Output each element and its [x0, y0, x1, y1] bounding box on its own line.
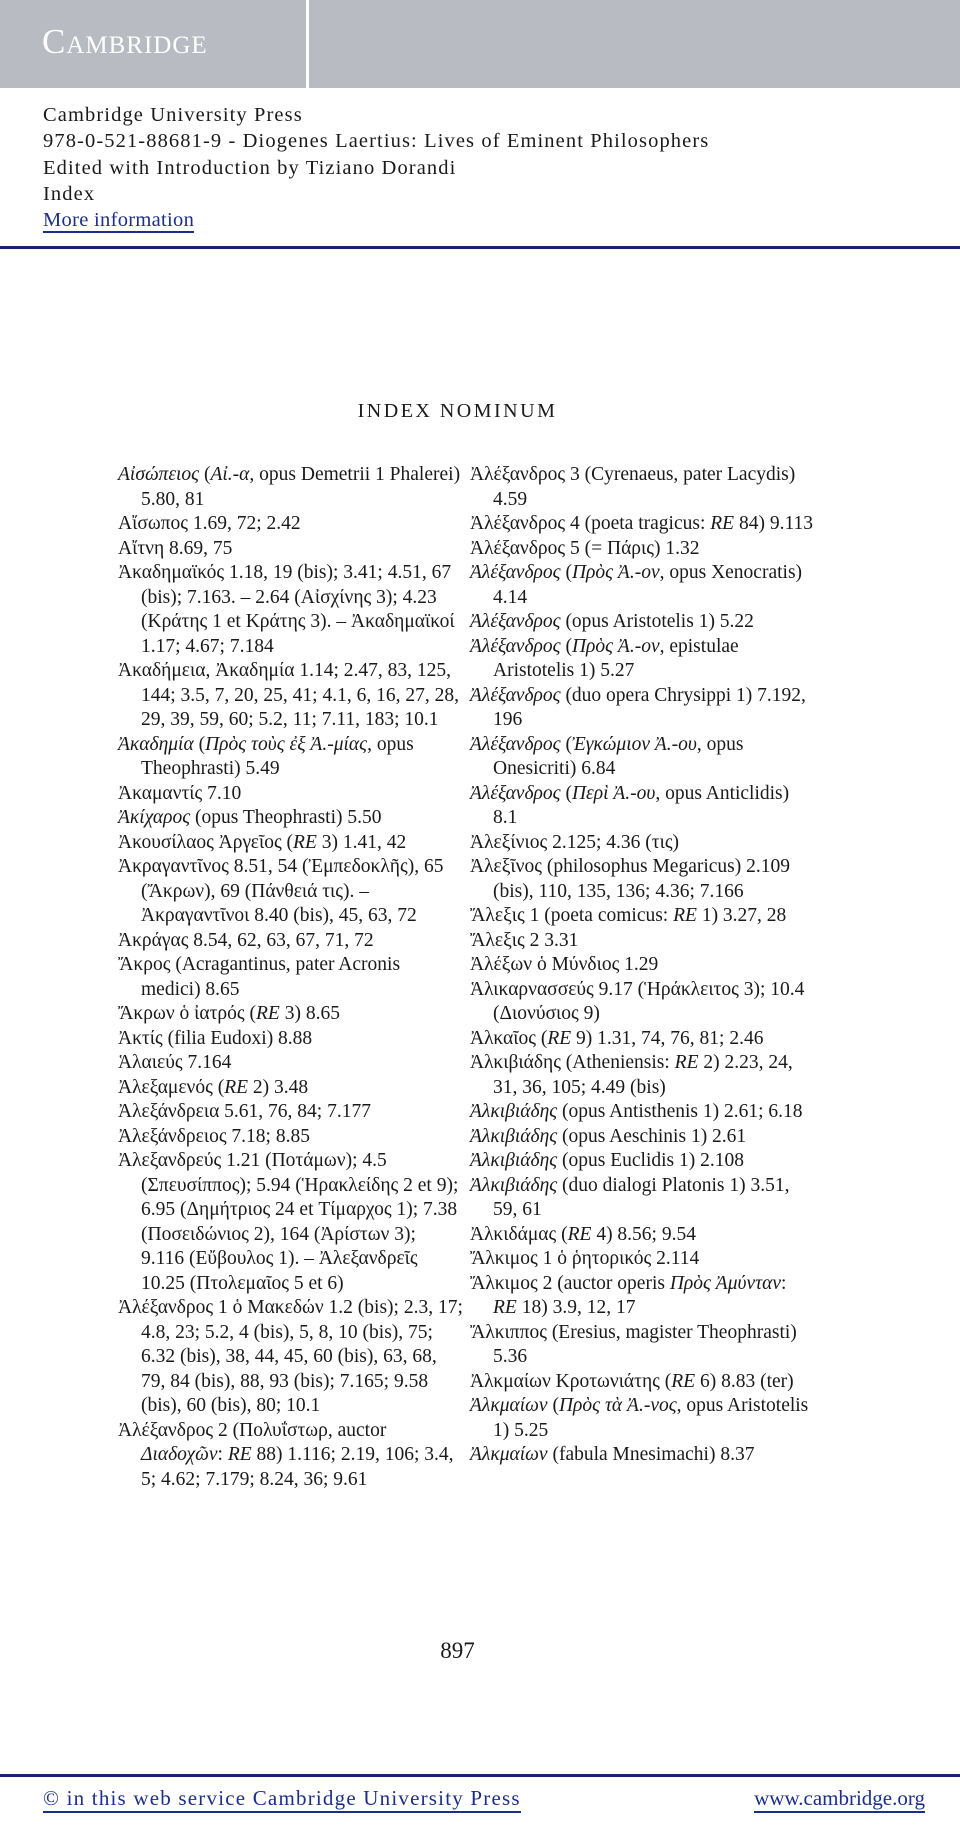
more-information-link[interactable]: More information [43, 209, 195, 232]
index-entry: Ἁλικαρνασσεύς 9.17 (Ἡράκλειτος 3); 10.4 (Διονύσιος 9) [470, 978, 805, 1024]
index-entry: Ἀλέξανδρος 2 (Πολυΐστωρ, auctor Διαδοχῶν: RE 88) 1.116; 2.19, 106; 3.4, 5; 4.62; 7.179; 8.24, 36; 9.61 [118, 1419, 454, 1490]
index-entry: Ἄλκιππος (Eresius, magister Theophrasti) 5.36 [470, 1321, 797, 1367]
index-entry: Ἀλκιβιάδης (opus Aeschinis 1) 2.61 [470, 1125, 747, 1147]
publisher-name: Cambridge University Press [43, 104, 303, 126]
index-title: INDEX NOMINUM [357, 400, 558, 422]
index-entry: Ἀλκαῖος (RE 9) 1.31, 74, 76, 81; 2.46 [470, 1027, 764, 1049]
index-entry: Ἄκρος (Acragantinus, pater Acronis medici) 8.65 [118, 954, 401, 1000]
index-entry: Ἀλεξάνδρεια 5.61, 76, 84; 7.177 [118, 1101, 371, 1122]
index-column-left [118, 463, 463, 1492]
page-number: 897 [440, 1638, 475, 1663]
index-entry: Αἴτνη 8.69, 75 [118, 537, 233, 559]
index-entry: Ἀλέξανδρος 4 (poeta tragicus: RE 84) 9.113 [470, 513, 813, 534]
isbn-title: 978-0-521-88681-9 - Diogenes Laertius: Lives of Eminent Philosophers [43, 130, 710, 153]
index-entry: Ἀκαδημία (Πρὸς τοὺς ἐξ Ἀ.-μίας, opus Theophrasti) 5.49 [118, 733, 414, 779]
index-entry: Ἀκράγας 8.54, 62, 63, 67, 71, 72 [118, 929, 374, 951]
index-entry: Ἄλεξις 1 (poeta comicus: RE 1) 3.27, 28 [470, 905, 787, 926]
index-entry: Ἀλκιβιάδης (duo dialogi Platonis 1) 3.51, 59, 61 [470, 1174, 790, 1220]
index-entry: Ἀλκιβιάδης (opus Euclidis 1) 2.108 [470, 1150, 745, 1171]
index-entry: Ἀλεξίνιος 2.125; 4.36 (τις) [470, 831, 680, 853]
index-entry: Ἄλκιμος 2 (auctor operis Πρὸς Ἀμύνταν: RE 18) 3.9, 12, 17 [470, 1272, 787, 1318]
index-entry: Ἀκτίς (filia Eudoxi) 8.88 [118, 1027, 313, 1049]
index-entry: Ἀλεξανδρεύς 1.21 (Ποτάμων); 4.5 (Σπευσίππος); 5.94 (Ἡρακλείδης 2 et 9); 6.95 (Δημήτριος 24 et Τίμαρχος 1); 7.38 (Ποσειδώνιος 2), 164 (Ἀρίστων 3); 9.116 (Εὔβουλος 1). – Ἀλεξανδρεῖς 10.25 (Πτολεμαῖος 5 et 6) [118, 1150, 459, 1294]
website-link[interactable]: www.cambridge.org [754, 1786, 925, 1813]
index-entry: Ἀλκιδάμας (RE 4) 8.56; 9.54 [470, 1223, 696, 1245]
index-entry: Ἁλαιεύς 7.164 [118, 1052, 232, 1073]
editor-line: Edited with Introduction by Tiziano Dorandi [43, 156, 457, 179]
index-entry: Ἀλέξανδρος (Ἐγκώμιον Ἀ.-ου, opus Onesicriti) 6.84 [470, 733, 744, 779]
index-entry: Ἀλκμαίων (Πρὸς τὰ Ἀ.-νος, opus Aristotelis 1) 5.25 [470, 1395, 809, 1441]
index-entry: Ἀλέξανδρος (Πρὸς Ἀ.-ον, opus Xenocratis) 4.14 [470, 562, 803, 608]
index-entry: Ἀλέξανδρος 1 ὁ Μακεδών 1.2 (bis); 2.3, 17; 4.8, 23; 5.2, 4 (bis), 5, 8, 10 (bis), 75; 6.32 (bis), 38, 44, 45, 60 (bis), 63, 68, 79, 84 (bis), 88, 93 (bis); 7.165; 9.58 (bis), 60 (bis), 80; 10.1 [118, 1297, 463, 1416]
index-entry: Αἰσώπειος (Αἰ.-α, opus Demetrii 1 Phalerei) 5.80, 81 [118, 464, 461, 510]
index-entry: Ἀλκμαίων (fabula Mnesimachi) 8.37 [470, 1444, 755, 1465]
index-entry: Ἄλεξις 2 3.31 [470, 929, 579, 951]
header-rule [0, 246, 960, 249]
index-entry: Ἀλκιβιάδης (opus Antisthenis 1) 2.61; 6.18 [470, 1101, 803, 1122]
index-entry: Ἀλέξων ὁ Μύνδιος 1.29 [470, 954, 659, 975]
index-entry: Ἀλεξῖνος (philosophus Megaricus) 2.109 (bis), 110, 135, 136; 4.36; 7.166 [470, 856, 791, 902]
publisher-banner [0, 0, 960, 88]
book-header [43, 102, 709, 233]
footer-rule [0, 1774, 960, 1777]
index-column-right [470, 463, 815, 1468]
copyright-link[interactable]: © in this web service Cambridge University Press [43, 1786, 521, 1813]
index-entry: Ἀλκιβιάδης (Atheniensis: RE 2) 2.23, 24, 31, 36, 105; 4.49 (bis) [470, 1052, 793, 1098]
section-label: Index [43, 182, 96, 205]
index-entry: Ἀλεξάνδρειος 7.18; 8.85 [118, 1125, 310, 1147]
index-entry: Ἄκρων ὁ ἰατρός (RE 3) 8.65 [118, 1003, 340, 1024]
index-entry: Ἀλέξανδρος 5 (= Πάρις) 1.32 [470, 537, 700, 559]
cambridge-logo: Cambridge [42, 22, 208, 61]
index-entry: Ἄλκιμος 1 ὁ ῥητορικός 2.114 [470, 1248, 700, 1269]
index-entry: Ἀλεξαμενός (RE 2) 3.48 [118, 1076, 309, 1098]
banner-divider [306, 0, 309, 88]
index-entry: Ἀλέξανδρος (Περὶ Ἀ.-ου, opus Anticlidis) 8.1 [470, 782, 790, 828]
index-entry: Ἀλέξανδρος 3 (Cyrenaeus, pater Lacydis) 4.59 [470, 464, 796, 510]
index-entry: Ἀκίχαρος (opus Theophrasti) 5.50 [118, 807, 382, 828]
index-entry: Ἀλέξανδρος (duo opera Chrysippi 1) 7.192, 196 [470, 684, 806, 730]
index-entry: Ἀκραγαντῖνος 8.51, 54 (Ἐμπεδοκλῆς), 65 (Ἄκρων), 69 (Πάνθειά τις). – Ἀκραγαντῖνοι 8.40 (bis), 45, 63, 72 [118, 856, 444, 926]
index-entry: Ἀκαδήμεια, Ἀκαδημία 1.14; 2.47, 83, 125, 144; 3.5, 7, 20, 25, 41; 4.1, 6, 16, 27, 28, 29, 39, 59, 60; 5.2, 11; 7.11, 183; 10.1 [118, 660, 459, 730]
index-entry: Ἀκαμαντίς 7.10 [118, 782, 242, 804]
index-entry: Ἀλκμαίων Κροτωνιάτης (RE 6) 8.83 (ter) [470, 1370, 794, 1392]
index-entry: Αἴσωπος 1.69, 72; 2.42 [118, 513, 301, 534]
index-entry: Ἀλέξανδρος (opus Aristotelis 1) 5.22 [470, 611, 754, 632]
index-entry: Ἀκαδημαϊκός 1.18, 19 (bis); 3.41; 4.51, 67 (bis); 7.163. – 2.64 (Αἰσχίνης 3); 4.23 (Κράτης 1 et Κράτης 3). – Ἀκαδημαϊκοί 1.17; 4.67; 7.184 [118, 562, 455, 657]
index-entry: Ἀλέξανδρος (Πρὸς Ἀ.-ον, epistulae Aristotelis 1) 5.27 [470, 635, 739, 681]
index-entry: Ἀκουσίλαος Ἀργεῖος (RE 3) 1.41, 42 [118, 831, 407, 853]
